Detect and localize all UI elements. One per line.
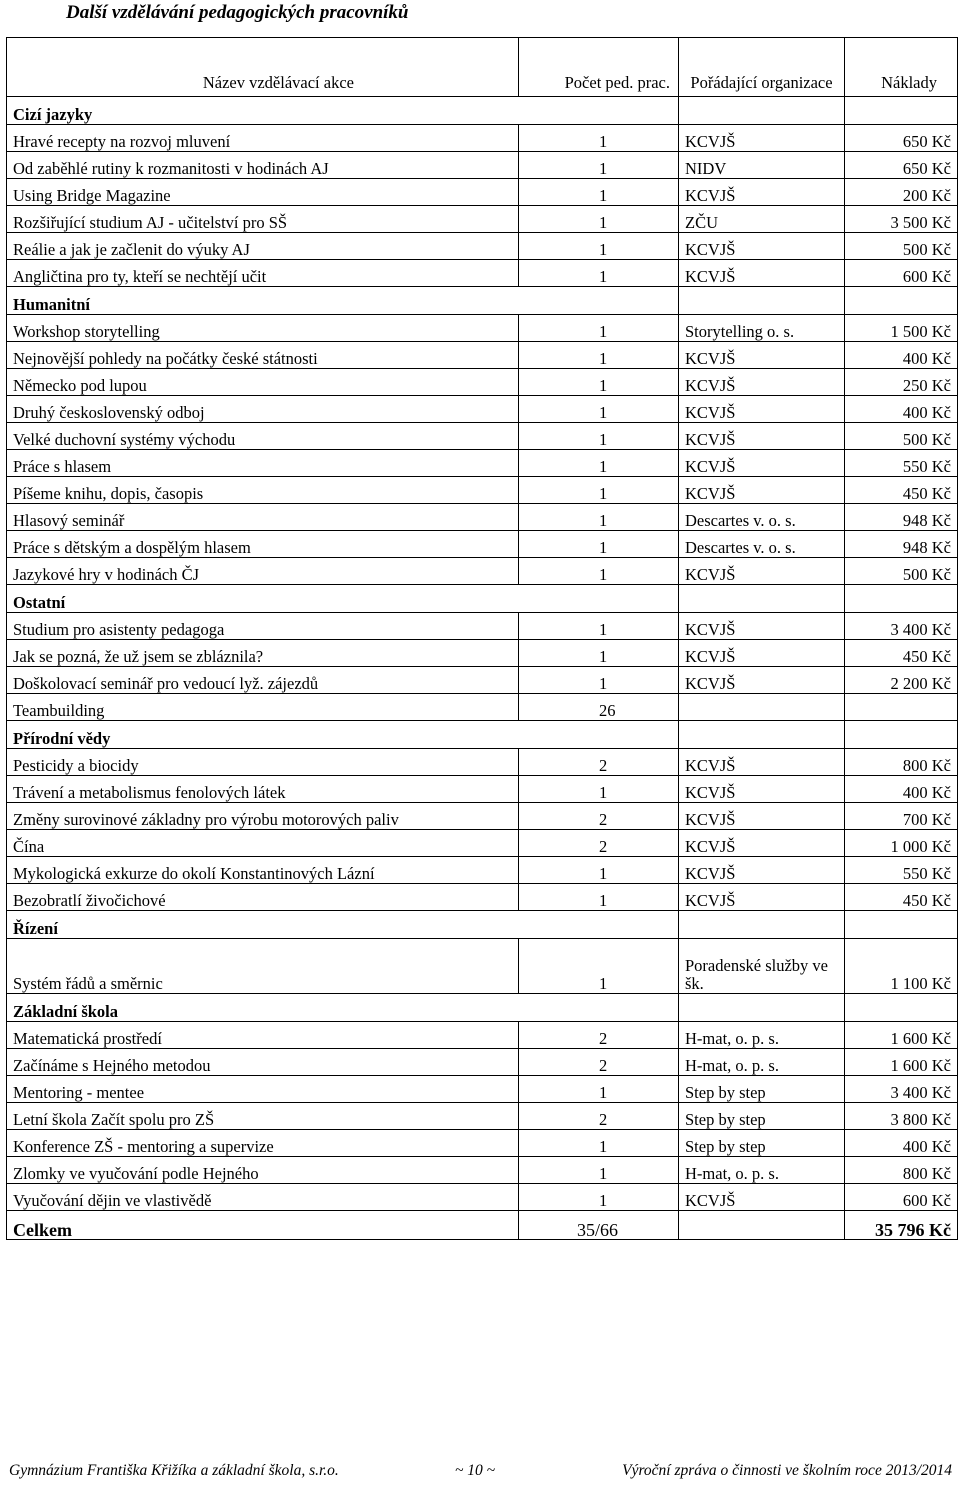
cost: 1 600 Kč [845,1022,958,1049]
course-name: Matematická prostředí [7,1022,519,1049]
total-org-empty [679,1211,845,1240]
total-label: Celkem [7,1211,519,1240]
cost: 800 Kč [845,1157,958,1184]
organizer: KCVJŠ [679,613,845,640]
total-count: 35/66 [519,1211,679,1240]
section-org-empty [679,721,845,749]
organizer: KCVJŠ [679,396,845,423]
table-row [7,260,958,287]
organizer: KCVJŠ [679,667,845,694]
participant-count: 26 [519,694,679,721]
training-table-body [7,38,958,1240]
cost: 450 Kč [845,884,958,911]
section-row [7,287,958,315]
cost: 1 600 Kč [845,1049,958,1076]
participant-count: 1 [519,857,679,884]
section-cost-empty [845,97,958,125]
course-name: Systém řádů a směrnic [7,939,519,994]
participant-count: 2 [519,803,679,830]
course-name: Německo pod lupou [7,369,519,396]
organizer: KCVJŠ [679,260,845,287]
section-title: Humanitní [7,287,679,315]
section-row [7,97,958,125]
course-name: Reálie a jak je začlenit do výuky AJ [7,233,519,260]
participant-count: 1 [519,450,679,477]
table-row [7,749,958,776]
table-row [7,504,958,531]
footer-report-title: Výroční zpráva o činnosti ve školním roce 2013/2014 [622,1462,952,1479]
course-name: Práce s hlasem [7,450,519,477]
table-row [7,423,958,450]
organizer: KCVJŠ [679,233,845,260]
table-row [7,179,958,206]
course-name: Trávení a metabolismus fenolových látek [7,776,519,803]
section-title: Přírodní vědy [7,721,679,749]
organizer: KCVJŠ [679,369,845,396]
table-row [7,152,958,179]
organizer: KCVJŠ [679,450,845,477]
participant-count: 1 [519,423,679,450]
cost: 400 Kč [845,396,958,423]
organizer: KCVJŠ [679,558,845,585]
organizer: Descartes v. o. s. [679,531,845,558]
table-row [7,206,958,233]
organizer: H-mat, o. p. s. [679,1157,845,1184]
table-row [7,694,958,721]
cost: 650 Kč [845,152,958,179]
cost: 1 500 Kč [845,315,958,342]
course-name: Nejnovější pohledy na počátky české státnosti [7,342,519,369]
section-row [7,911,958,939]
cost: 500 Kč [845,233,958,260]
participant-count: 1 [519,477,679,504]
course-name: Angličtina pro ty, kteří se nechtějí učit [7,260,519,287]
course-name: Změny surovinové základny pro výrobu motorových paliv [7,803,519,830]
table-row [7,830,958,857]
cost: 800 Kč [845,749,958,776]
participant-count: 2 [519,1103,679,1130]
table-row [7,233,958,260]
course-name: Hlasový seminář [7,504,519,531]
total-row [7,1211,958,1240]
table-row [7,531,958,558]
table-row [7,396,958,423]
cost: 400 Kč [845,776,958,803]
header-org: Pořádající organizace [679,38,845,97]
course-name: Rozšiřující studium AJ - učitelství pro SŠ [7,206,519,233]
course-name: Doškolovací seminář pro vedoucí lyž. zájezdů [7,667,519,694]
organizer: Storytelling o. s. [679,315,845,342]
participant-count: 1 [519,667,679,694]
table-row [7,342,958,369]
section-org-empty [679,97,845,125]
section-title: Ostatní [7,585,679,613]
course-name: Druhý československý odboj [7,396,519,423]
table-row [7,1184,958,1211]
section-org-empty [679,911,845,939]
participant-count: 1 [519,613,679,640]
table-row [7,939,958,994]
participant-count: 1 [519,1130,679,1157]
participant-count: 1 [519,396,679,423]
participant-count: 1 [519,1184,679,1211]
participant-count: 1 [519,125,679,152]
course-name: Jazykové hry v hodinách ČJ [7,558,519,585]
organizer: KCVJŠ [679,857,845,884]
course-name: Píšeme knihu, dopis, časopis [7,477,519,504]
section-title: Řízení [7,911,679,939]
course-name: Mykologická exkurze do okolí Konstantinových Lázní [7,857,519,884]
participant-count: 1 [519,776,679,803]
section-cost-empty [845,911,958,939]
table-row [7,803,958,830]
table-row [7,613,958,640]
training-table [6,37,958,1240]
participant-count: 1 [519,1157,679,1184]
cost: 948 Kč [845,531,958,558]
section-cost-empty [845,721,958,749]
organizer: KCVJŠ [679,830,845,857]
cost: 600 Kč [845,260,958,287]
organizer: Step by step [679,1103,845,1130]
cost: 3 800 Kč [845,1103,958,1130]
participant-count: 1 [519,260,679,287]
table-header-row [7,38,958,97]
course-name: Mentoring - mentee [7,1076,519,1103]
organizer: KCVJŠ [679,477,845,504]
organizer: Step by step [679,1076,845,1103]
section-title: Základní škola [7,994,679,1022]
page-heading: Další vzdělávání pedagogických pracovníků [66,2,409,23]
header-cost: Náklady [845,38,958,97]
section-org-empty [679,585,845,613]
cost: 450 Kč [845,477,958,504]
cost: 2 200 Kč [845,667,958,694]
table-row [7,1157,958,1184]
organizer: KCVJŠ [679,803,845,830]
participant-count: 1 [519,531,679,558]
organizer: NIDV [679,152,845,179]
organizer: KCVJŠ [679,342,845,369]
participant-count: 1 [519,939,679,994]
course-name: Jak se pozná, že už jsem se zbláznila? [7,640,519,667]
cost: 500 Kč [845,558,958,585]
organizer [679,694,845,721]
cost: 1 100 Kč [845,939,958,994]
cost: 500 Kč [845,423,958,450]
participant-count: 2 [519,830,679,857]
section-row [7,994,958,1022]
table-row [7,558,958,585]
organizer: Poradenské služby ve šk. [679,939,845,994]
course-name: Workshop storytelling [7,315,519,342]
table-row [7,315,958,342]
table-row [7,1076,958,1103]
course-name: Od zaběhlé rutiny k rozmanitosti v hodinách AJ [7,152,519,179]
course-name: Pesticidy a biocidy [7,749,519,776]
cost: 400 Kč [845,342,958,369]
table-row [7,369,958,396]
organizer: KCVJŠ [679,884,845,911]
participant-count: 1 [519,179,679,206]
footer-school: Gymnázium Františka Křižíka a základní škola, s.r.o. [9,1462,339,1479]
cost: 600 Kč [845,1184,958,1211]
total-cost: 35 796 Kč [845,1211,958,1240]
course-name: Čína [7,830,519,857]
organizer: KCVJŠ [679,749,845,776]
header-name: Název vzdělávací akce [7,38,519,97]
section-cost-empty [845,287,958,315]
cost: 650 Kč [845,125,958,152]
cost: 200 Kč [845,179,958,206]
participant-count: 1 [519,558,679,585]
organizer: ZČU [679,206,845,233]
table-row [7,776,958,803]
cost: 1 000 Kč [845,830,958,857]
organizer: KCVJŠ [679,125,845,152]
course-name: Velké duchovní systémy východu [7,423,519,450]
cost: 3 500 Kč [845,206,958,233]
course-name: Studium pro asistenty pedagoga [7,613,519,640]
organizer: KCVJŠ [679,640,845,667]
organizer: Descartes v. o. s. [679,504,845,531]
organizer: Step by step [679,1130,845,1157]
organizer: KCVJŠ [679,776,845,803]
participant-count: 2 [519,1022,679,1049]
participant-count: 1 [519,233,679,260]
table-row [7,477,958,504]
cost: 3 400 Kč [845,613,958,640]
table-row [7,640,958,667]
section-row [7,721,958,749]
header-count: Počet ped. prac. [519,38,679,97]
course-name: Práce s dětským a dospělým hlasem [7,531,519,558]
section-org-empty [679,287,845,315]
table-row [7,1049,958,1076]
organizer: KCVJŠ [679,179,845,206]
table-row [7,667,958,694]
cost: 250 Kč [845,369,958,396]
participant-count: 2 [519,1049,679,1076]
section-org-empty [679,994,845,1022]
cost: 550 Kč [845,857,958,884]
cost [845,694,958,721]
table-row [7,1022,958,1049]
cost: 948 Kč [845,504,958,531]
table-row [7,450,958,477]
participant-count: 1 [519,640,679,667]
participant-count: 1 [519,1076,679,1103]
course-name: Hravé recepty na rozvoj mluvení [7,125,519,152]
participant-count: 1 [519,152,679,179]
cost: 550 Kč [845,450,958,477]
cost: 700 Kč [845,803,958,830]
cost: 450 Kč [845,640,958,667]
participant-count: 1 [519,315,679,342]
section-cost-empty [845,994,958,1022]
section-row [7,585,958,613]
course-name: Teambuilding [7,694,519,721]
course-name: Bezobratlí živočichové [7,884,519,911]
participant-count: 1 [519,884,679,911]
section-title: Cizí jazyky [7,97,679,125]
participant-count: 1 [519,206,679,233]
course-name: Letní škola Začít spolu pro ZŠ [7,1103,519,1130]
course-name: Konference ZŠ - mentoring a supervize [7,1130,519,1157]
participant-count: 1 [519,369,679,396]
section-cost-empty [845,585,958,613]
organizer: KCVJŠ [679,1184,845,1211]
participant-count: 1 [519,504,679,531]
table-row [7,1130,958,1157]
participant-count: 1 [519,342,679,369]
course-name: Vyučování dějin ve vlastivědě [7,1184,519,1211]
course-name: Zlomky ve vyučování podle Hejného [7,1157,519,1184]
course-name: Začínáme s Hejného metodou [7,1049,519,1076]
organizer: H-mat, o. p. s. [679,1022,845,1049]
table-row [7,884,958,911]
cost: 400 Kč [845,1130,958,1157]
table-row [7,1103,958,1130]
cost: 3 400 Kč [845,1076,958,1103]
table-row [7,125,958,152]
course-name: Using Bridge Magazine [7,179,519,206]
table-row [7,857,958,884]
organizer: KCVJŠ [679,423,845,450]
footer-page-number: ~ 10 ~ [455,1462,496,1479]
organizer: H-mat, o. p. s. [679,1049,845,1076]
participant-count: 2 [519,749,679,776]
